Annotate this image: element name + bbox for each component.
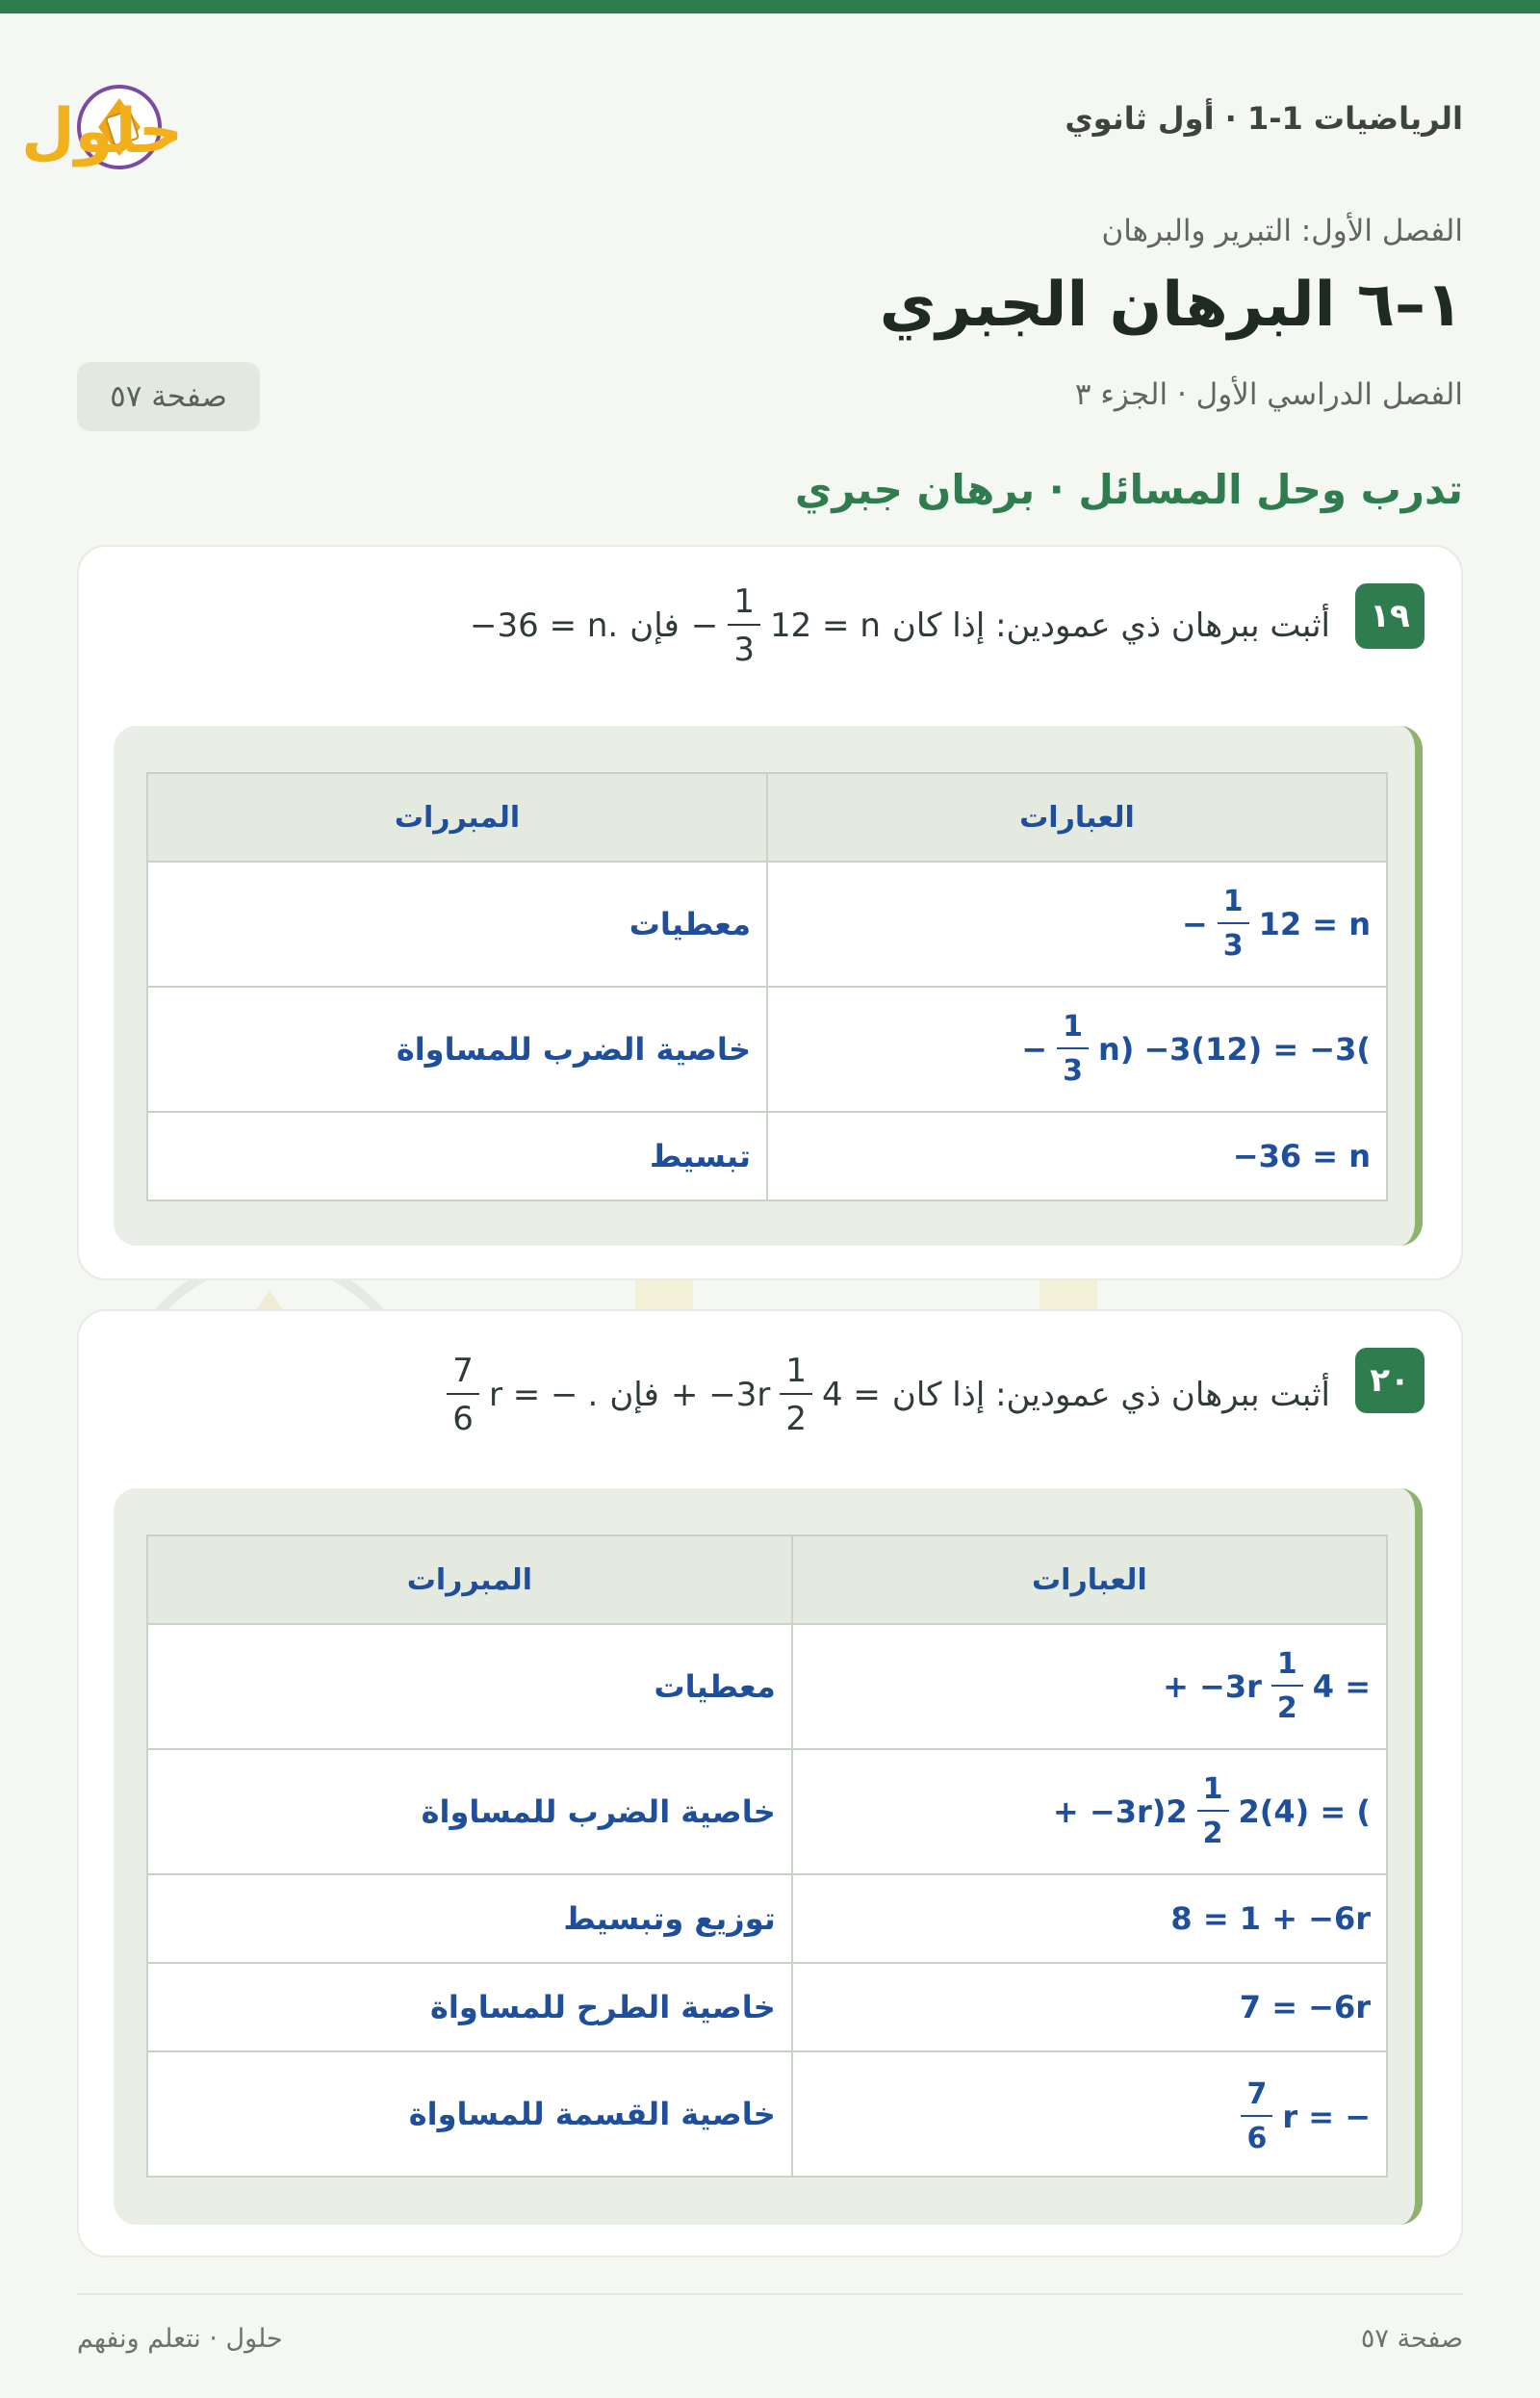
footer-brand: حلول · نتعلم ونفهم — [77, 2324, 283, 2354]
given-fraction — [780, 1352, 812, 1438]
table-row — [147, 1112, 1387, 1200]
fraction-denominator: 2 — [785, 1400, 807, 1438]
fraction-denominator: 6 — [452, 1400, 474, 1438]
fraction-denominator: 2 — [1202, 1817, 1223, 1850]
fraction-numerator: 1 — [1057, 1013, 1089, 1049]
stmt-fraction — [1271, 1647, 1303, 1725]
two-column-proof-table — [146, 772, 1388, 1201]
table-row — [147, 1874, 1387, 1963]
then-word: فإن — [629, 606, 680, 645]
stmt-pre: r = − — [1282, 2099, 1371, 2135]
breadcrumb: الرياضيات 1-1 · أول ثانوي — [1065, 100, 1463, 137]
footer-divider — [77, 2293, 1463, 2295]
lesson-title: ١–٦ البرهان الجبري — [879, 270, 1463, 341]
stmt-sign: − — [1021, 1031, 1048, 1068]
then-word: فإن — [609, 1376, 659, 1414]
stmt-fraction — [1241, 2077, 1272, 2155]
table-header-row — [147, 773, 1387, 862]
page-number-badge: صفحة ٥٧ — [77, 362, 260, 431]
prompt-text: أثبت ببرهان ذي عمودين: إذا كان — [891, 1376, 1330, 1414]
fraction-denominator: 3 — [1222, 929, 1244, 963]
statement-cell — [792, 2051, 1387, 2177]
two-column-proof-table — [146, 1534, 1388, 2178]
stmt-pre: 12 = n — [1258, 906, 1371, 942]
given-tail: + −3r — [670, 1376, 771, 1414]
footer-page-number: صفحة ٥٧ — [1360, 2324, 1463, 2354]
hulul-logo[interactable] — [21, 64, 356, 189]
table-row — [147, 862, 1387, 987]
stmt-post: n) — [1097, 1031, 1135, 1068]
term-label: الفصل الدراسي الأول · الجزء ٣ — [1074, 377, 1463, 412]
given-lead: 12 = n — [769, 606, 881, 645]
stmt-fraction — [1057, 1010, 1089, 1088]
page-header — [21, 58, 1463, 183]
problem-card-19 — [77, 545, 1463, 1280]
proof-panel — [114, 1488, 1423, 2225]
reason-cell: معطيات — [147, 1624, 792, 1749]
problem-number-badge: ٢٠ — [1355, 1348, 1424, 1413]
stmt-sign: − — [1181, 906, 1208, 942]
conclusion-expression: −36 = n. — [470, 606, 619, 645]
reasons-header: المبررات — [147, 1535, 792, 1624]
conclusion-fraction — [447, 1352, 479, 1438]
reason-cell: توزيع وتبسيط — [147, 1874, 792, 1963]
table-row — [147, 1749, 1387, 1874]
table-header-row — [147, 1535, 1387, 1624]
fraction-numerator: 1 — [780, 1354, 812, 1395]
section-title: تدرب وحل المسائل · برهان جبري — [794, 466, 1463, 513]
stmt-pre: −3(12) = −3( — [1143, 1031, 1371, 1068]
fraction-numerator: 7 — [447, 1354, 479, 1395]
fraction-numerator: 1 — [728, 585, 760, 626]
problem-prompt — [470, 582, 1330, 669]
reason-cell: خاصية الطرح للمساواة — [147, 1963, 792, 2051]
prompt-text: أثبت ببرهان ذي عمودين: إذا كان — [891, 606, 1330, 645]
reasons-header: المبررات — [147, 773, 767, 862]
statement-cell: 7 = −6r — [792, 1963, 1387, 2051]
stmt-post: + −3r)2 — [1052, 1793, 1188, 1830]
stmt-pre: 4 = — [1312, 1668, 1371, 1705]
table-row — [147, 2051, 1387, 2177]
stmt-pre: 2(4) = ( — [1238, 1793, 1371, 1830]
problem-number-badge: ١٩ — [1355, 583, 1424, 649]
conclusion-tail: . — [587, 1376, 599, 1414]
fraction-denominator: 3 — [733, 631, 755, 669]
fraction-numerator: 1 — [1218, 888, 1249, 924]
reason-cell: تبسيط — [147, 1112, 767, 1200]
statement-cell: 8 = 1 + −6r — [792, 1874, 1387, 1963]
stmt-fraction — [1197, 1772, 1229, 1850]
reason-cell: معطيات — [147, 862, 767, 987]
fraction-numerator: 7 — [1241, 2080, 1272, 2117]
table-row — [147, 1624, 1387, 1749]
statement-cell — [792, 1624, 1387, 1749]
stmt-post: + −3r — [1163, 1668, 1262, 1705]
reason-cell: خاصية الضرب للمساواة — [147, 987, 767, 1112]
reason-cell: خاصية الضرب للمساواة — [147, 1749, 792, 1874]
reason-cell: خاصية القسمة للمساواة — [147, 2051, 792, 2177]
statement-cell — [792, 1749, 1387, 1874]
fraction-numerator: 1 — [1197, 1775, 1229, 1812]
conclusion-lead: r = − — [488, 1376, 578, 1414]
given-expression — [690, 582, 881, 669]
given-fraction — [728, 582, 760, 669]
table-row — [147, 987, 1387, 1112]
statement-cell — [767, 862, 1387, 987]
given-expression — [670, 1352, 881, 1438]
table-row — [147, 1963, 1387, 2051]
statement-cell: −36 = n — [767, 1112, 1387, 1200]
top-accent-bar — [0, 0, 1540, 13]
chapter-label: الفصل الأول: التبرير والبرهان — [1101, 214, 1463, 248]
fraction-denominator: 2 — [1276, 1691, 1297, 1725]
statement-cell — [767, 987, 1387, 1112]
fraction-denominator: 3 — [1063, 1054, 1083, 1088]
statements-header: العبارات — [767, 773, 1387, 862]
given-lead: 4 = — [821, 1376, 881, 1414]
problem-card-20 — [77, 1309, 1463, 2257]
fraction-denominator: 6 — [1246, 2122, 1268, 2155]
proof-panel — [114, 726, 1423, 1246]
problem-prompt — [447, 1352, 1330, 1438]
stmt-fraction — [1218, 885, 1249, 963]
svg-text:حلول: حلول — [21, 96, 183, 168]
conclusion-expression — [447, 1352, 599, 1438]
statements-header: العبارات — [792, 1535, 1387, 1624]
given-frac-sign: − — [690, 606, 719, 645]
fraction-numerator: 1 — [1271, 1650, 1303, 1687]
